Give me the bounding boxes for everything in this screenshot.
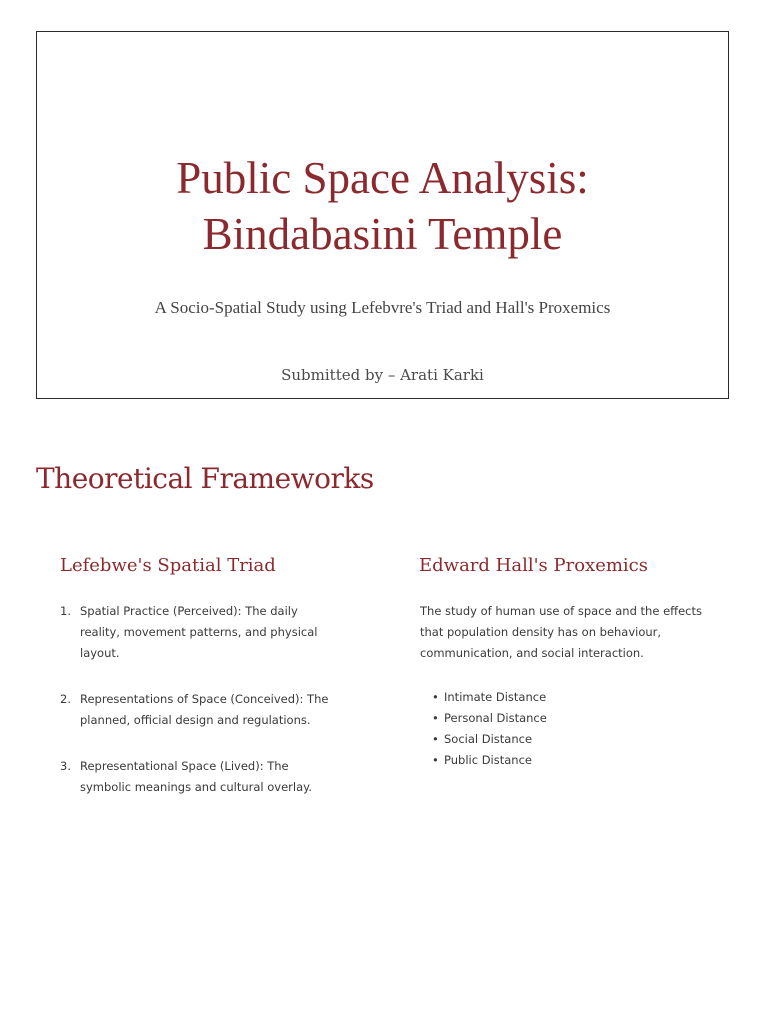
list-item-text: Spatial Practice (Perceived): The daily reality, movement patterns, and physical layout. [80, 604, 318, 660]
list-item-representations-of-space [60, 689, 340, 731]
list-item-text: Representations of Space (Conceived): The planned, official design and regulations. [80, 692, 329, 727]
main-title-line-1: Public Space Analysis: [176, 153, 589, 203]
proxemics-distance-list [432, 687, 547, 771]
list-item-number: 3. [60, 759, 71, 773]
list-item-number: 1. [60, 604, 71, 618]
bullet-icon: • [432, 732, 439, 746]
submitted-by: Submitted by – Arati Karki [281, 366, 484, 384]
bullet-icon: • [432, 690, 439, 704]
list-item-social-distance [432, 729, 547, 750]
subtitle: A Socio-Spatial Study using Lefebvre's Triad and Hall's Proxemics [154, 298, 611, 317]
list-item-text: Intimate Distance [444, 690, 547, 704]
list-item-text: Representational Space (Lived): The symbolic meanings and cultural overlay. [80, 759, 312, 794]
main-title [37, 150, 728, 262]
list-item-spatial-practice [60, 601, 340, 664]
title-slide [36, 31, 729, 399]
list-item-intimate-distance [432, 687, 547, 708]
bullet-icon: • [432, 753, 439, 767]
list-item-number: 2. [60, 692, 71, 706]
proxemics-heading: Edward Hall's Proxemics [419, 555, 648, 576]
list-item-text: Public Distance [444, 753, 532, 767]
proxemics-description: The study of human use of space and the effects that population density has on behaviour, communication, and social interaction. [420, 604, 702, 660]
list-item-representational-space [60, 756, 340, 798]
list-item-personal-distance [432, 708, 547, 729]
bullet-icon: • [432, 711, 439, 725]
list-item-text: Personal Distance [444, 711, 547, 725]
main-title-line-2: Bindabasini Temple [202, 209, 563, 259]
section-heading-theoretical-frameworks: Theoretical Frameworks [36, 462, 374, 495]
spatial-triad-heading: Lefebwe's Spatial Triad [60, 555, 276, 576]
list-item-public-distance [432, 750, 547, 771]
list-item-text: Social Distance [444, 732, 533, 746]
spatial-triad-list [60, 601, 340, 823]
